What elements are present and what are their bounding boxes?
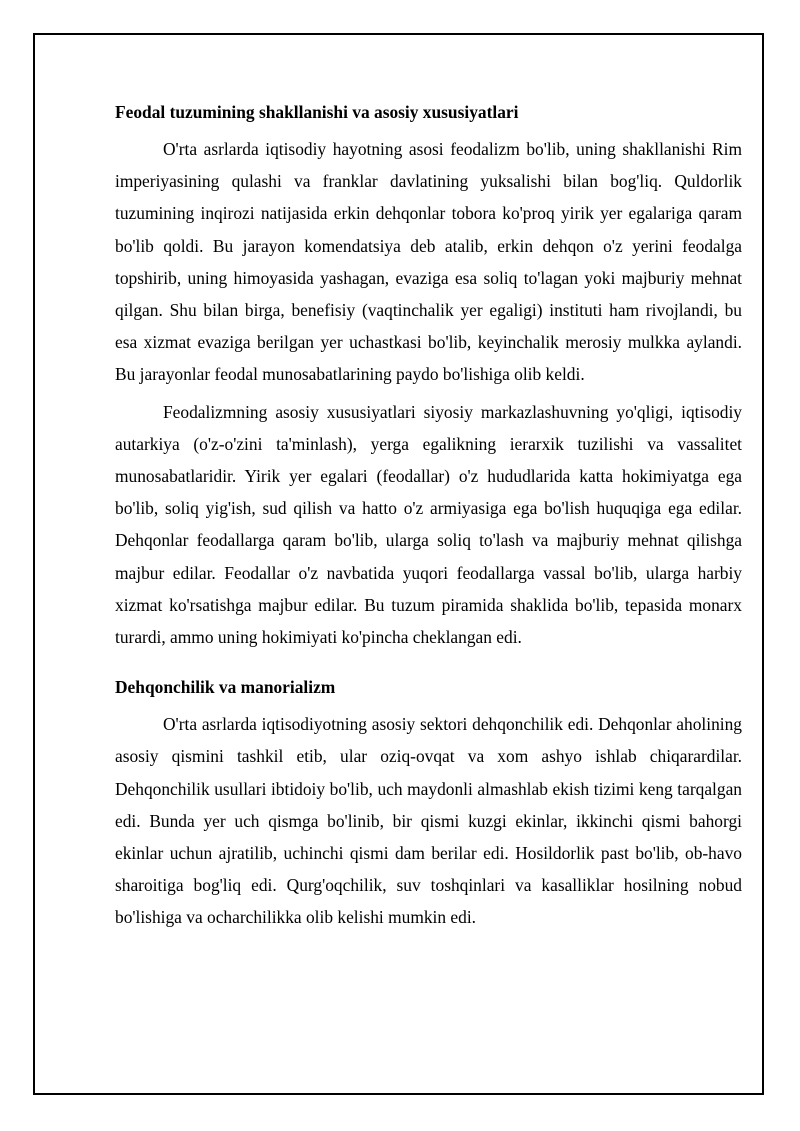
paragraph: O'rta asrlarda iqtisodiyotning asosiy sektori dehqonchilik edi. Dehqonlar aholining asosiy qismini tashkil etib, ular oziq-ovqat va xom ashyo ishlab chiqarardilar. Dehqonchilik usullari ibtidoiy bo'lib, uch maydonli almashlab ekish tizimi keng tarqalgan edi. Bunda yer uch qismga bo'linib, bir qismi kuzgi ekinlar, ikkinchi qismi bahorgi ekinlar uchun ajratilib, uchinchi qismi dam berilar edi. Hosildorlik past bo'lib, ob-havo sharoitiga bog'liq edi. Qurg'oqchilik, suv toshqinlari va kasalliklar hosilning nobud bo'lishiga va ocharchilikka olib kelishi mumkin edi. bbox=[115, 714, 742, 928]
section-heading: Feodal tuzumining shakllanishi va asosiy xususiyatlari bbox=[115, 102, 519, 122]
paragraph: O'rta asrlarda iqtisodiy hayotning asosi feodalizm bo'lib, uning shakllanishi Rim imperiyasining qulashi va franklar davlatining yuksalishi bilan bog'liq. Quldorlik tuzumining inqirozi natijasida erkin dehqonlar tobora ko'proq yirik yer egalariga qaram bo'lib qoldi. Bu jarayon komendatsiya deb atalib, erkin dehqon o'z yerini feodalga topshirib, uning himoyasida yashagan, evaziga esa soliq to'lagan yoki majburiy mehnat qilgan. Shu bilan birga, benefisiy (vaqtinchalik yer egaligi) instituti ham rivojlandi, bu esa xizmat evaziga berilgan yer uchastkasi bo'lib, keyinchalik merosiy mulkka aylandi. Bu jarayonlar feodal munosabatlarining paydo bo'lishiga olib keldi. bbox=[115, 139, 742, 385]
paragraph: Feodalizmning asosiy xususiyatlari siyosiy markazlashuvning yo'qligi, iqtisodiy autarkiya (o'z-o'zini ta'minlash), yerga egalikning ierarxik tuzilishi va vassalitet munosabatlaridir. Yirik yer egalari (feodallar) o'z hududlarida katta hokimiyatga ega bo'lib, soliq yig'ish, sud qilish va hatto o'z armiyasiga ega bo'lish huquqiga ega edilar. Dehqonlar feodallarga qaram bo'lib, ularga soliq to'lash va majburiy mehnat qilishga majbur edilar. Feodallar o'z navbatida yuqori feodallarga vassal bo'lib, ularga harbiy xizmat ko'rsatishga majbur edilar. Bu tuzum piramida shaklida bo'lib, tepasida monarx turardi, ammo uning hokimiyati ko'pincha cheklangan edi. bbox=[115, 401, 742, 648]
section-heading: Dehqonchilik va manorializm bbox=[115, 677, 336, 698]
document-body bbox=[115, 96, 742, 934]
